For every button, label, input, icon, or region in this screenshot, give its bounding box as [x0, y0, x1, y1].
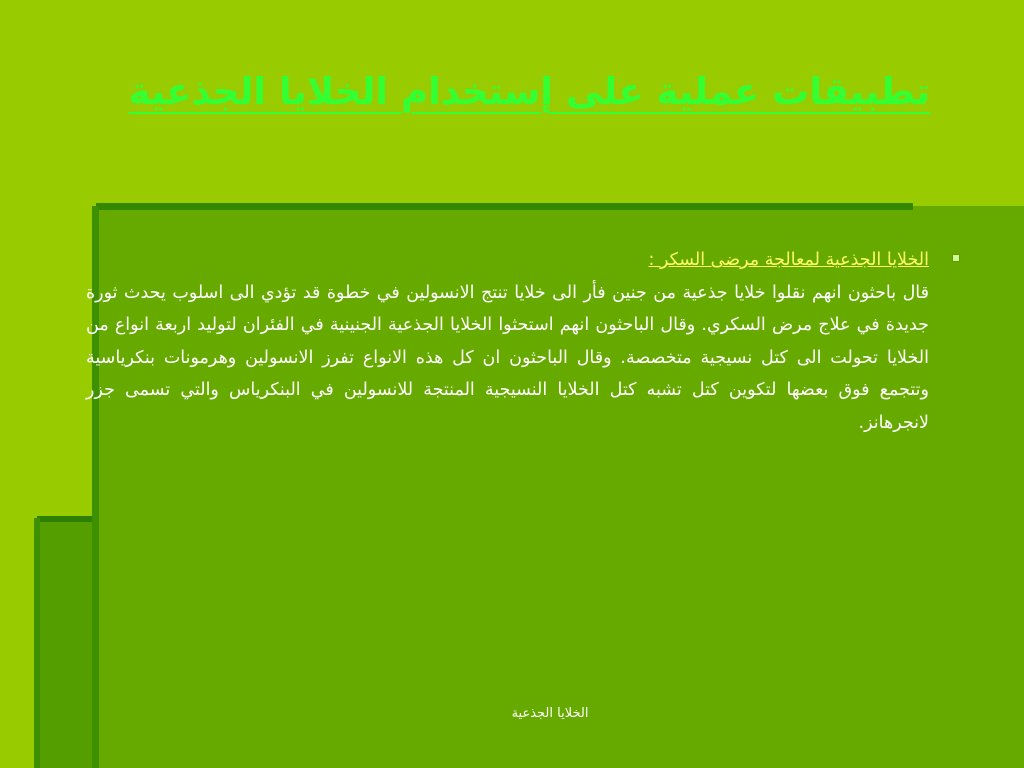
- bullet-subheading: الخلايا الجذعية لمعالجة مرضى السكر :: [648, 250, 929, 270]
- body-text-block: [86, 244, 929, 439]
- body-paragraph: قال باحثون انهم نقلوا خلايا جذعية من جنين فأر الى خلايا تنتج الانسولين في خطوة قد تؤدي الى اسلوب يحدث ثورة جديدة في علاج مرض السكري. وقال الباحثون انهم استحثوا الخلايا الجذعية الجنينية في الفئران لتوليد اربعة انواع من الخلايا تحولت الى كتل نسيجية متخصصة. وقال الباحثون ان كل هذه الانواع تفرز الانسولين وهرمونات بنكرياسية وتتجمع فوق بعضها لتكوين كتل تشبه كتل الخلايا النسيجية المنتجة للانسولين في البنكرياس والتي تسمى جزر لانجرهانز.: [86, 282, 929, 433]
- lower-panel-left-edge: [34, 518, 40, 768]
- content-panel-top-edge: [96, 203, 913, 210]
- square-bullet-icon: [952, 254, 960, 262]
- slide-title: تطبيقات عملية على إستخدام الخلايا الجذعية: [128, 70, 930, 113]
- bullet-item: [86, 244, 929, 277]
- slide-footer: الخلايا الجذعية: [511, 706, 589, 721]
